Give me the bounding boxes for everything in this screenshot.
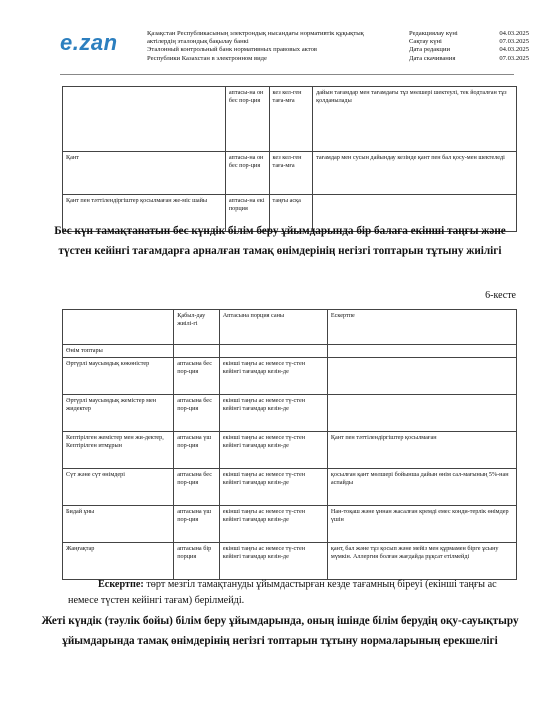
group-label: Өнім топтары (63, 345, 174, 358)
ezan-logo: e.zan (60, 30, 118, 55)
column-header: Ескертпе (327, 310, 516, 345)
table-cell (219, 345, 327, 358)
table-note (38, 577, 528, 609)
table-cell (327, 358, 516, 395)
meta-value: 04.03.2025 (499, 30, 529, 37)
table-group-row (63, 345, 517, 358)
table-cell: дайын тағамдар мен тағамдағы тұз мөлшері шектеулі, тек йодталған тұз қолданылады (313, 87, 517, 152)
table-number: 6-кесте (485, 290, 516, 301)
header-line: Республики Казахстан в электронном виде (147, 54, 267, 62)
table-cell: екінші таңғы ас немесе тү-стен кейінгі тағамдар кезін-де (219, 358, 327, 395)
meta-value: 04.03.2025 (499, 46, 529, 54)
table-cell: аптасы-на он бес пор-ция (225, 87, 269, 152)
column-header (63, 310, 174, 345)
table-cell: аптасы-на он бес пор-ция (225, 152, 269, 195)
table-cell: екінші таңғы ас немесе тү-стен кейінгі тағамдар кезін-де (219, 395, 327, 432)
frequency-table (62, 309, 517, 580)
table-cell: аптасы-на екі порция (225, 195, 269, 232)
table-cell: Кептірілген жемістер мен жи-дектер, Кептірілген итмұрын (63, 432, 174, 469)
meta-label: Дата скачивания (409, 54, 456, 62)
table-cell: аптасына бес пор-ция (174, 358, 220, 395)
table-cell: Әртүрлі маусымдық көкөністер (63, 358, 174, 395)
header-source-text (147, 30, 397, 63)
table-cell: Жаңғақтар (63, 543, 174, 580)
table-cell: Қант пен тәттілендіргіштер қосылмаған же-міс шайы (63, 195, 226, 232)
header-dates (409, 30, 529, 63)
table-cell: екінші таңғы ас немесе тү-стен кейінгі тағамдар кезін-де (219, 432, 327, 469)
table-row (63, 469, 517, 506)
document-header (0, 0, 557, 78)
table-cell: қосылған қант мөлшері бойынша дайын өнім сал-мағының 5%-нан аспайды (327, 469, 516, 506)
table-row (63, 87, 517, 152)
table-cell: Бидай ұны (63, 506, 174, 543)
meta-label: Сақтау күні (409, 38, 442, 46)
table-row (63, 358, 517, 395)
table-cell: екінші таңғы ас немесе тү-стен кейінгі тағамдар кезін-де (219, 543, 327, 580)
table-continued (62, 86, 517, 232)
table-row (63, 395, 517, 432)
table-cell: кез кел-ген таға-мға (269, 87, 313, 152)
table-cell: аптасына үш пор-ция (174, 432, 220, 469)
table-cell: екінші таңғы ас немесе тү-стен кейінгі тағамдар кезін-де (219, 469, 327, 506)
table-cell: Қант пен тәттілендіргіштер қосылмаған (327, 432, 516, 469)
table-cell: аптасына бір порция (174, 543, 220, 580)
header-line: Эталонный контрольный банк нормативных правовых актов (147, 46, 317, 54)
table-cell: Қант (63, 152, 226, 195)
meta-value: 07.03.2025 (499, 54, 529, 62)
table-row (63, 543, 517, 580)
meta-label: Редакциялау күні (409, 30, 458, 37)
table-cell: аптасына үш пор-ция (174, 506, 220, 543)
header-line: Қазақстан Республикасының электрондық нысандағы нормативтік құқықтық (147, 30, 364, 37)
table-cell (327, 345, 516, 358)
table-cell: қант, бал және тұз қосып және мейіз мен құрмамен бірге ұсыну мүмкін. Аллергия болған жағдайда рұқсат етілмейді (327, 543, 516, 580)
table-row (63, 152, 517, 195)
table-cell: кез кел-ген таға-мға (269, 152, 313, 195)
table-cell: тағамдар мен сусын дайындау кезінде қант пен бал қосу-мен шектеледі (313, 152, 517, 195)
header-line: актілердің эталондық бақылау банкі (147, 38, 249, 46)
section-title-next: Жеті күндік (тәулік бойы) білім беру ұйымдарында, оның ішінде білім берудің оқу-сауықтыру ұйымдарында тамақ өнімдерінің негізгі топтарын тұтыну нормаларының ерекшелігі (41, 615, 519, 647)
table-cell (174, 345, 220, 358)
table-cell: екінші таңғы ас немесе тү-стен кейінгі тағамдар кезін-де (219, 506, 327, 543)
table-cell: Әртүрлі маусымдық жемістер мен жидектер (63, 395, 174, 432)
table-cell: аптасына бес пор-ция (174, 469, 220, 506)
note-text: төрт мезгіл тамақтануды ұйымдастырған кезде тағамның біреуі (екінші таңғы ас немесе түстен кейінгі тағам) берілмейді. (68, 579, 497, 606)
table-cell (327, 395, 516, 432)
meta-value: 07.03.2025 (499, 38, 529, 46)
table-cell (63, 87, 226, 152)
table-cell: аптасына бес пор-ция (174, 395, 220, 432)
column-header: Қабыл-дау жиілі-гі (174, 310, 220, 345)
table-header-row (63, 310, 517, 345)
meta-label: Дата редакции (409, 46, 450, 54)
column-header: Аптасына порция саны (219, 310, 327, 345)
table-row (63, 506, 517, 543)
table-row (63, 432, 517, 469)
table-cell: таңғы асқа (269, 195, 313, 232)
header-divider (60, 74, 514, 75)
table-cell: Нан-тоқаш және ұннан жасалған кремді емес конди-терлік өнімдер үшін (327, 506, 516, 543)
note-label: Ескертпе: (98, 579, 144, 590)
section-title: Бес күн тамақтанатын бес күндік білім беру ұйымдарында бір балаға екінші таңғы және түстен кейінгі тағамдарға арналған тамақ өнімдерінің негізгі топтарын тұтыну жиілігі (54, 225, 506, 257)
table-cell: Сүт және сүт өнімдері (63, 469, 174, 506)
